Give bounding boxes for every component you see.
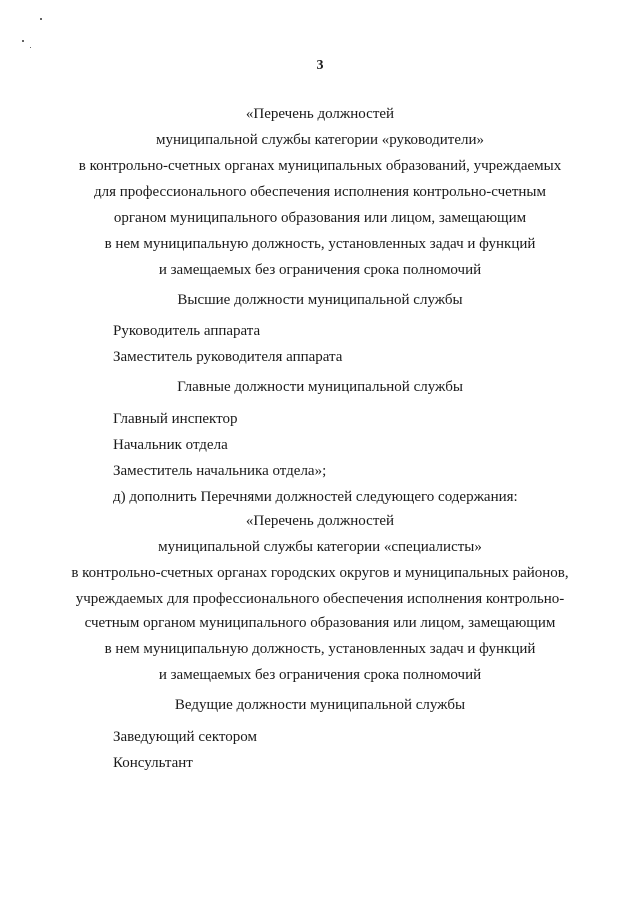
section2-heading-line: учреждаемых для профессионального обеспечения исполнения контрольно- (75, 591, 565, 607)
section1-heading-line: в контрольно-счетных органах муниципальных образований, учреждаемых (78, 158, 562, 174)
section1-group2-item: Начальник отдела (113, 437, 228, 453)
section1-group1-item: Заместитель руководителя аппарата (113, 349, 343, 365)
section2-group1-title: Ведущие должности муниципальной службы (174, 697, 466, 713)
section2-heading-line: и замещаемых без ограничения срока полномочий (158, 667, 482, 683)
section1-group1-item: Руководитель аппарата (113, 323, 261, 339)
section1-group2-item: Главный инспектор (113, 411, 238, 427)
section1-heading-line: в нем муниципальную должность, установленных задач и функций (104, 236, 536, 252)
section1-heading-line: и замещаемых без ограничения срока полномочий (158, 262, 482, 278)
section1-heading-line: «Перечень должностей (245, 106, 395, 122)
section1-group1-title: Высшие должности муниципальной службы (177, 292, 463, 308)
scan-speck (40, 18, 42, 20)
page-number: 3 (316, 58, 324, 73)
section1-heading-line: органом муниципального образования или лицом, замещающим (113, 210, 527, 226)
section2-heading-line: в нем муниципальную должность, установленных задач и функций (104, 641, 536, 657)
section1-group2-title: Главные должности муниципальной службы (177, 379, 463, 395)
amendment-line: д) дополнить Перечнями должностей следующего содержания: (113, 489, 518, 505)
section1-group2-item: Заместитель начальника отдела»; (113, 463, 327, 479)
section2-group1-item: Консультант (113, 755, 193, 771)
section1-heading-line: для профессионального обеспечения исполнения контрольно-счетным (94, 184, 546, 200)
section2-heading-line: счетным органом муниципального образования или лицом, замещающим (84, 615, 556, 631)
section2-heading-line: в контрольно-счетных органах городских округов и муниципальных районов, (71, 565, 569, 581)
section2-group1-item: Заведующий сектором (113, 729, 257, 745)
section2-heading-line: «Перечень должностей (245, 513, 395, 529)
scan-speck (22, 40, 24, 42)
section1-heading-line: муниципальной службы категории «руководители» (155, 132, 484, 148)
scan-speck (30, 47, 31, 48)
section2-heading-line: муниципальной службы категории «специалисты» (158, 539, 482, 555)
